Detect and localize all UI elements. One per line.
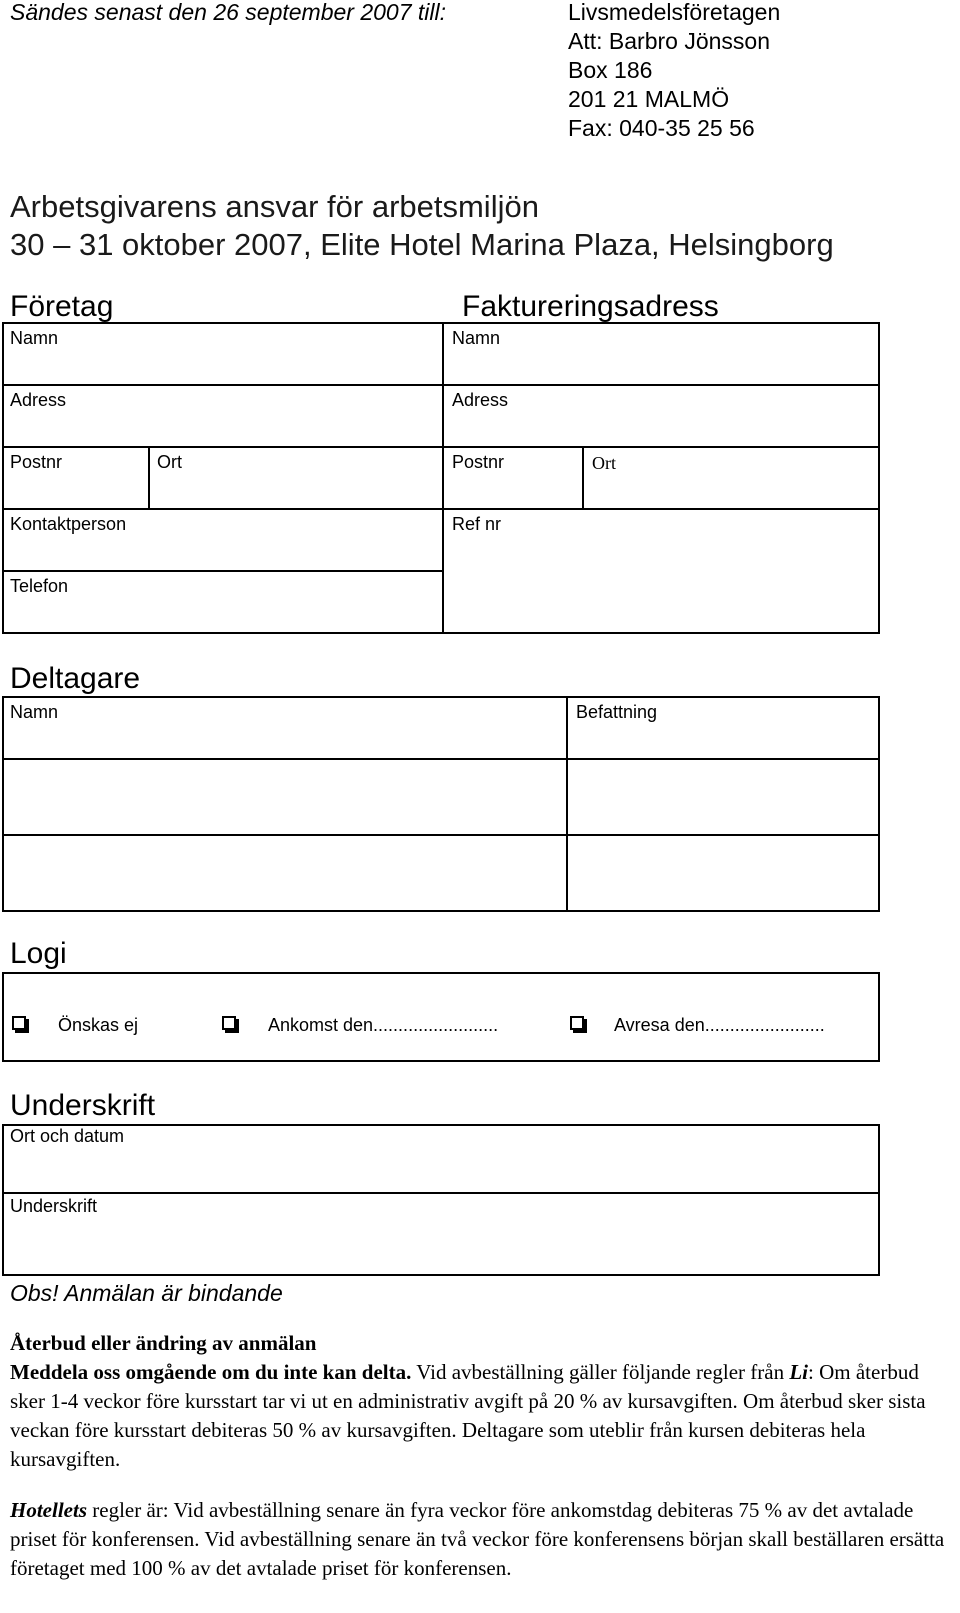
company-heading: Företag <box>10 290 114 323</box>
hotel-terms-paragraph <box>10 1496 950 1583</box>
place-date-field[interactable]: Ort och datum <box>10 1126 125 1146</box>
billing-name-field[interactable]: Namn <box>452 328 501 348</box>
phone-field[interactable]: Telefon <box>10 576 69 596</box>
address-line: Box 186 <box>568 57 653 83</box>
billing-postnr-field[interactable]: Postnr <box>452 452 505 472</box>
billing-address-field[interactable]: Adress <box>452 390 509 410</box>
cell-divider <box>148 446 150 508</box>
address-line: Att: Barbro Jönsson <box>568 28 770 54</box>
terms-fee-text: Om återbud sker 1-4 veckor före kursstart tar vi ut en administrativ avgift på 20 % av kursavgiften. Om återbud sker sista veckan före kursstart debiteras 50 % av kursavgiften. Deltagare som uteblir från kursen debiteras hela kursavgiften. <box>10 1360 926 1471</box>
event-title-line1: Arbetsgivarens ansvar för arbetsmiljön <box>10 189 539 224</box>
li-abbreviation: Li <box>789 1360 808 1384</box>
address-line: 201 21 MALMÖ <box>568 86 730 112</box>
company-billing-form <box>2 322 880 634</box>
cancellation-terms <box>10 1329 950 1583</box>
signature-box <box>2 1124 880 1276</box>
lodging-not-wanted-option: Önskas ej <box>58 1015 139 1035</box>
row-divider <box>2 508 880 510</box>
row-divider <box>2 570 442 572</box>
row-divider <box>2 446 880 448</box>
participants-heading: Deltagare <box>10 662 141 695</box>
row-divider <box>2 384 880 386</box>
departure-date-option: Avresa den........................ <box>614 1015 825 1035</box>
signature-heading: Underskrift <box>10 1089 156 1122</box>
row-divider <box>2 1192 880 1194</box>
column-divider <box>566 696 568 912</box>
billing-heading: Faktureringsadress <box>462 290 719 323</box>
reference-number-field[interactable]: Ref nr <box>452 514 502 534</box>
cell-divider <box>582 446 584 508</box>
address-line: Livsmedelsföretagen <box>568 0 781 25</box>
event-title-line2: 30 – 31 oktober 2007, Elite Hotel Marina Plaza, Helsingborg <box>10 227 834 262</box>
company-address-field[interactable]: Adress <box>10 390 67 410</box>
recipient-address <box>568 0 780 143</box>
hotel-terms-text: regler är: Vid avbeställning senare än fyra veckor före ankomstdag debiteras 75 % av det avtalade priset för konferensen. Vid avbeställning senare än två veckor före konferensens början skall beställaren ersätta företaget med 100 % av det avtalade priset för konferensen. <box>10 1498 945 1580</box>
event-title <box>10 188 834 264</box>
participants-table <box>2 696 880 912</box>
binding-notice: Obs! Anmälan är bindande <box>10 1280 283 1306</box>
checkbox-icon[interactable] <box>222 1016 236 1030</box>
participant-position-header: Befattning <box>576 702 658 722</box>
row-divider <box>2 758 880 760</box>
address-line: Fax: 040-35 25 56 <box>568 115 755 141</box>
company-postnr-field[interactable]: Postnr <box>10 452 63 472</box>
checkbox-icon[interactable] <box>570 1016 584 1030</box>
lodging-heading: Logi <box>10 937 67 970</box>
checkbox-icon[interactable] <box>12 1016 26 1030</box>
terms-intro-text: Vid avbeställning gäller följande regler från <box>411 1360 790 1384</box>
signature-field[interactable]: Underskrift <box>10 1196 98 1216</box>
row-divider <box>2 834 880 836</box>
billing-city-field[interactable]: Ort <box>592 453 616 473</box>
deadline-text: Sändes senast den 26 september 2007 till: <box>10 0 447 25</box>
arrival-date-option: Ankomst den......................... <box>268 1015 499 1035</box>
terms-heading: Återbud eller ändring av anmälan <box>10 1331 317 1355</box>
contact-person-field[interactable]: Kontaktperson <box>10 514 127 534</box>
company-name-field[interactable]: Namn <box>10 328 59 348</box>
terms-paragraph <box>10 1358 950 1474</box>
column-divider <box>442 322 444 634</box>
participant-name-header: Namn <box>10 702 59 722</box>
terms-colon: : <box>808 1360 814 1384</box>
hotel-word: Hotellets <box>10 1498 87 1522</box>
terms-bold-intro: Meddela oss omgående om du inte kan delta. <box>10 1360 412 1384</box>
company-city-field[interactable]: Ort <box>157 452 182 472</box>
